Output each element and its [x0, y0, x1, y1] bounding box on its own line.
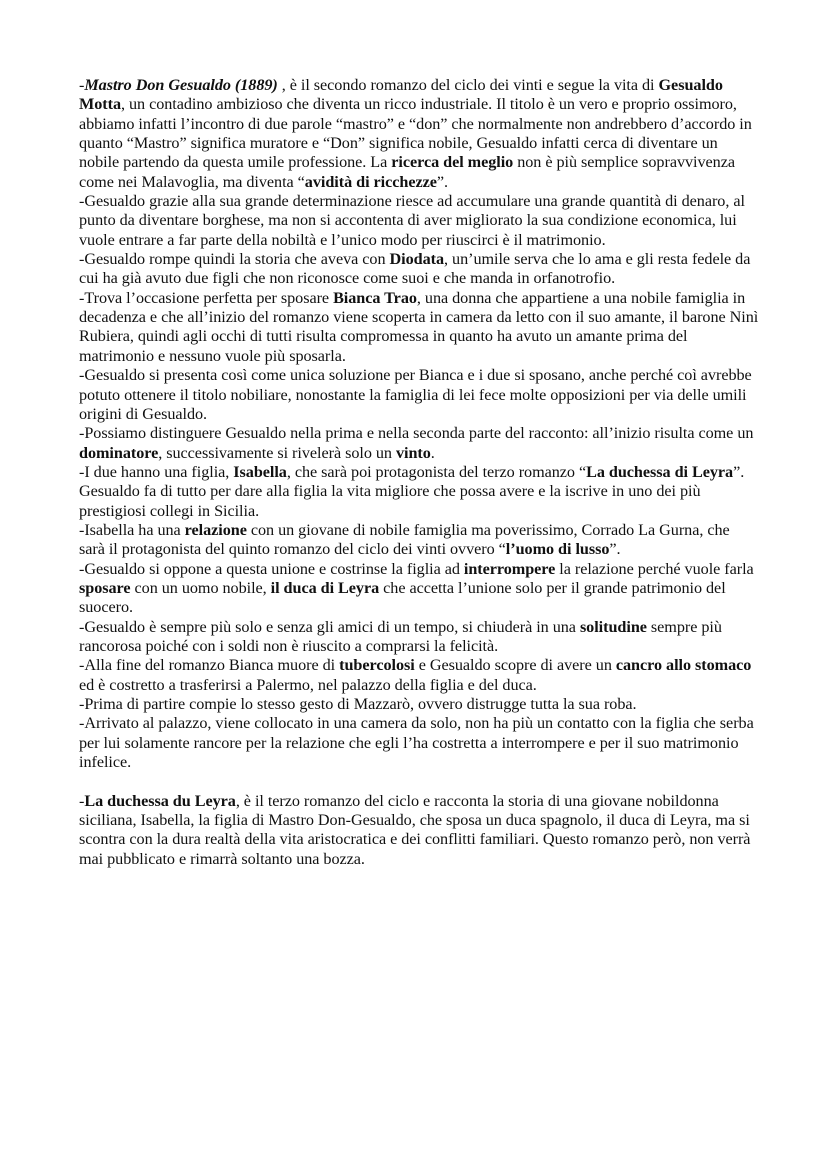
paragraph-duchessa-di-leyra	[79, 792, 759, 869]
emphasis-text: Diodata	[389, 250, 445, 269]
emphasis-text: La duchessa du Leyra	[84, 791, 236, 810]
paragraph-relazione	[79, 521, 759, 560]
body-text: -Gesualdo rompe quindi la storia che aveva con	[79, 250, 390, 269]
body-text: -Prima di partire compie lo stesso gesto di Mazzarò, ovvero distrugge tutta la sua roba.	[79, 695, 637, 713]
body-text: -Arrivato al palazzo, viene collocato in una camera da solo, non ha più un contatto con la figlia che serba per lui solamente rancore per la relazione che egli l’ha costretta a interrompere e per il suo matrimonio infelice.	[79, 714, 754, 772]
emphasis-text: cancro allo stomaco	[615, 656, 752, 675]
body-text: sempre più rancorosa poiché con i soldi non è riuscito a comprarsi la felicità.	[79, 617, 722, 655]
body-text: che accetta l’unione solo per il grande patrimonio del suocero.	[79, 578, 726, 617]
paragraph-matrimonio	[79, 366, 759, 424]
body-text: -	[79, 76, 85, 94]
body-text: , successivamente si rivelerà solo un	[158, 443, 396, 462]
body-text: -Gesualdo si oppone a questa unione e costrinse la figlia ad	[79, 559, 464, 578]
body-text: , che sarà poi protagonista del terzo romanzo “	[286, 462, 587, 481]
paragraph-solitudine	[79, 618, 759, 657]
body-text: ”.	[609, 540, 621, 559]
body-text: ed è costretto a trasferirsi a Palermo, nel palazzo della figlia e del duca.	[79, 675, 537, 694]
body-text: .	[430, 443, 435, 462]
emphasis-text: il duca di Leyra	[270, 578, 380, 597]
emphasis-text: dominatore	[79, 443, 159, 462]
paragraph-isabella	[79, 463, 759, 521]
body-text: e Gesualdo scopre di avere un	[414, 656, 616, 675]
paragraph-determinazione	[79, 192, 759, 250]
emphasis-text: Bianca Trao	[333, 288, 417, 307]
body-text: -Isabella ha una	[79, 520, 185, 539]
body-text: ”. Gesualdo fa di tutto per dare alla figlia la vita migliore che possa avere e la iscrive in uno dei più prestigiosi collegi in Sicilia.	[79, 462, 745, 520]
emphasis-text: Gesualdo Motta	[79, 76, 723, 114]
body-text: -Gesualdo è sempre più solo e senza gli amici di un tempo, si chiuderà in una	[79, 617, 580, 636]
body-text: la relazione perché vuole farla	[555, 559, 754, 578]
body-text: con un uomo nobile,	[130, 578, 271, 597]
body-text: -I due hanno una figlia,	[79, 462, 234, 481]
body-text: , un contadino ambizioso che diventa un ricco industriale. Il titolo è un vero e proprio ossimoro, abbiamo infatti l’incontro di due parole “mastro” e “don” che normalmente non andrebbero d’accordo in quanto “Mastro” significa muratore e “Don” significa nobile, Gesualdo infatti cerca di diventare un nobile partendo da questa umile professione. La	[79, 95, 752, 172]
body-text: -Possiamo distinguere Gesualdo nella prima e nella seconda parte del racconto: all’inizio risulta come un	[79, 424, 754, 443]
emphasis-text: l’uomo di lusso	[505, 540, 610, 559]
body-text: -	[79, 791, 85, 810]
emphasis-text: avidità di ricchezze	[304, 172, 437, 191]
emphasis-text: vinto	[395, 443, 431, 462]
paragraph-bianca-trao	[79, 289, 759, 366]
body-text: non è più semplice sopravvivenza come nei Malavoglia, ma diventa “	[79, 153, 735, 191]
emphasis-text: relazione	[184, 520, 247, 539]
body-text: -Gesualdo si presenta così come unica soluzione per Bianca e i due si sposano, anche perché coì avrebbe potuto ottenere il titolo nobiliare, nonostante la famiglia di lei fece molte opposizioni per via delle umili origini di Gesualdo.	[79, 366, 752, 423]
emphasis-text: La duchessa di Leyra	[586, 462, 734, 481]
emphasis-text: interrompere	[463, 559, 556, 578]
emphasis-text: ricerca del meglio	[391, 153, 514, 172]
emphasis-text: Mastro Don Gesualdo (1889)	[84, 76, 278, 94]
body-text: , è il terzo romanzo del ciclo e racconta la storia di una giovane nobildonna siciliana, Isabella, la figlia di Mastro Don-Gesualdo, che sposa un duca spagnolo, il duca di Leyra, ma si scontra con la dura realtà della vita aristocratica e dei conflitti familiari. Questo romanzo però, non verrà mai pubblicato e rimarrà soltanto una bozza.	[79, 791, 751, 868]
document-page	[79, 76, 759, 869]
paragraph-diodata	[79, 250, 759, 289]
body-text: con un giovane di nobile famiglia ma poverissimo, Corrado La Gurna, che sarà il protagonista del quinto romanzo del ciclo dei vinti ovvero “	[79, 520, 730, 559]
body-text: , è il secondo romanzo del ciclo dei vinti e segue la vita di	[277, 76, 659, 94]
body-text: -Trova l’occasione perfetta per sposare	[79, 288, 334, 307]
emphasis-text: sposare	[79, 578, 131, 597]
body-text: , una donna che appartiene a una nobile famiglia in decadenza e che all’inizio del romanzo viene scoperta in camera da letto con il suo amante, il barone Ninì Rubiera, quindi agli occhi di tutti risulta compromessa in quanto ha avuto un amante prima del matrimonio e nessuno vuole più sposarla.	[79, 288, 759, 365]
emphasis-text: Isabella	[233, 462, 287, 481]
body-text: , un’umile serva che lo ama e gli resta fedele da cui ha già avuto due figli che non riconosce come suoi e che manda in orfanotrofio.	[79, 250, 751, 288]
body-text: -Alla fine del romanzo Bianca muore di	[79, 656, 340, 675]
paragraph-dominatore-vinto	[79, 424, 759, 463]
paragraph-palazzo	[79, 714, 759, 772]
paragraph-opposizione	[79, 560, 759, 618]
body-text: -Gesualdo grazie alla sua grande determinazione riesce ad accumulare una grande quantità di denaro, al punto da diventare borghese, ma non si accontenta di aver migliorato la sua condizione economica, lui vuole entrare a far parte della nobiltà e l’unico modo per riuscirci è il matrimonio.	[79, 192, 745, 249]
paragraph-gap	[79, 772, 759, 791]
body-text: ”.	[436, 172, 448, 191]
emphasis-text: tubercolosi	[339, 656, 415, 675]
paragraph-mazzaro	[79, 695, 759, 714]
emphasis-text: solitudine	[579, 617, 647, 636]
paragraph-mastro-don-gesualdo-intro	[79, 76, 759, 192]
paragraph-malattie	[79, 656, 759, 695]
